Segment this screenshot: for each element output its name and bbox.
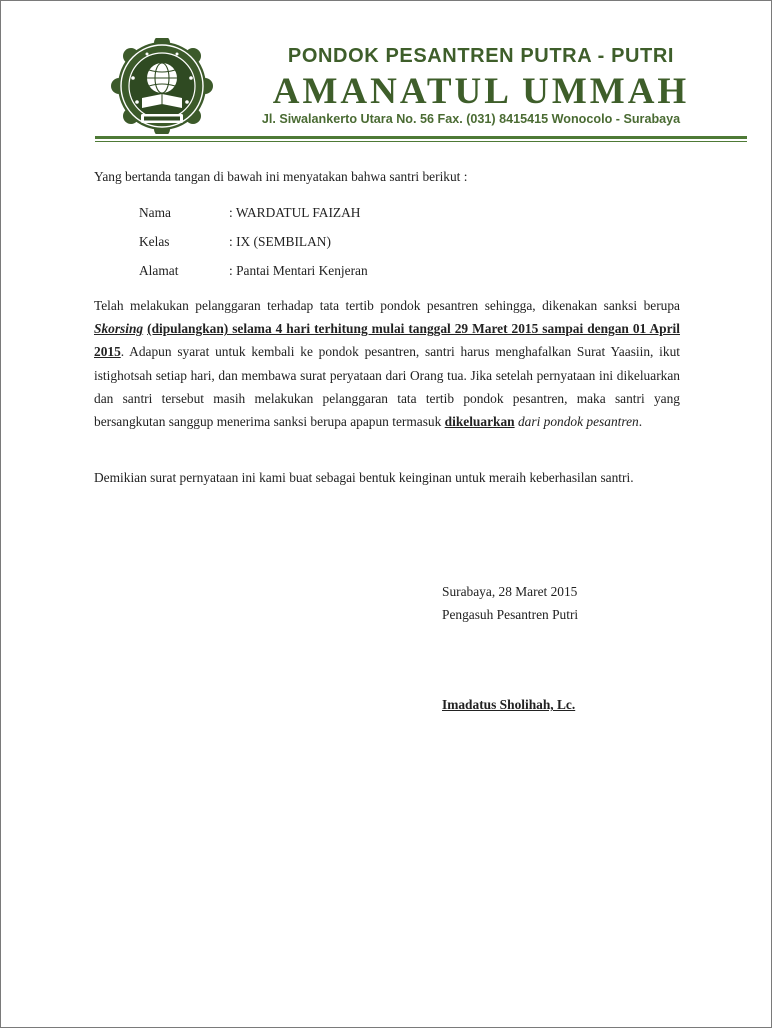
paragraph-text: Telah melakukan pelanggaran terhadap tata tertib pondok pesantren sehingga, dikenakan sanksi berupa bbox=[94, 298, 680, 313]
field-label: Nama bbox=[139, 205, 171, 220]
organization-name-line1: PONDOK PESANTREN PUTRA - PUTRI bbox=[287, 45, 675, 67]
field-nama bbox=[139, 205, 360, 221]
paragraph-text: . Adapun syarat untuk kembali ke pondok pesantren, santri harus menghafalkan Surat Yaasiin, ikut istighotsah setiap hari, dan membawa surat peryataan dari Orang tua. Jika setelah pernyataan ini dikeluarkan dan santri tersebut masih melakukan pelanggaran tata tertib pondok pesantren, maka santri yang bersangkutan sanggup menerima sanksi berupa apapun termasuk bbox=[94, 344, 680, 430]
organization-address: Jl. Siwalankerto Utara No. 56 Fax. (031) 8415415 Wonocolo - Surabaya bbox=[261, 112, 681, 126]
field-value: : Pantai Mentari Kenjeran bbox=[229, 263, 368, 278]
statement-paragraph bbox=[94, 294, 680, 433]
signature-name: Imadatus Sholihah, Lc. bbox=[442, 697, 576, 712]
organization-name-line2: AMANATUL UMMAH bbox=[272, 71, 690, 112]
sanction-period: (dipulangkan) selama 4 hari terhitung mulai tanggal 29 Maret 2015 sampai dengan 01 April 2015 bbox=[94, 321, 680, 360]
signature-place-date: Surabaya, 28 Maret 2015 bbox=[442, 584, 578, 599]
letterhead-divider-thin bbox=[95, 141, 747, 142]
sanction-type: Skorsing bbox=[94, 321, 144, 337]
field-alamat bbox=[139, 263, 368, 279]
field-value: : IX (SEMBILAN) bbox=[229, 234, 331, 249]
letterhead-divider-thick bbox=[95, 136, 747, 139]
intro-text: Yang bertanda tangan di bawah ini menyatakan bahwa santri berikut : bbox=[94, 169, 468, 184]
field-label: Alamat bbox=[139, 263, 179, 278]
paragraph-italic-text: dari pondok pesantren bbox=[517, 414, 639, 430]
signature-position: Pengasuh Pesantren Putri bbox=[442, 607, 579, 622]
expulsion-term: dikeluarkan bbox=[444, 414, 515, 430]
field-kelas bbox=[139, 234, 331, 250]
closing-paragraph: Demikian surat pernyataan ini kami buat sebagai bentuk keinginan untuk meraih keberhasilan santri. bbox=[94, 470, 634, 485]
pesantren-logo-icon bbox=[107, 38, 217, 134]
field-label: Kelas bbox=[139, 234, 170, 249]
paragraph-text: . bbox=[638, 414, 643, 430]
field-value: : WARDATUL FAIZAH bbox=[229, 205, 361, 220]
